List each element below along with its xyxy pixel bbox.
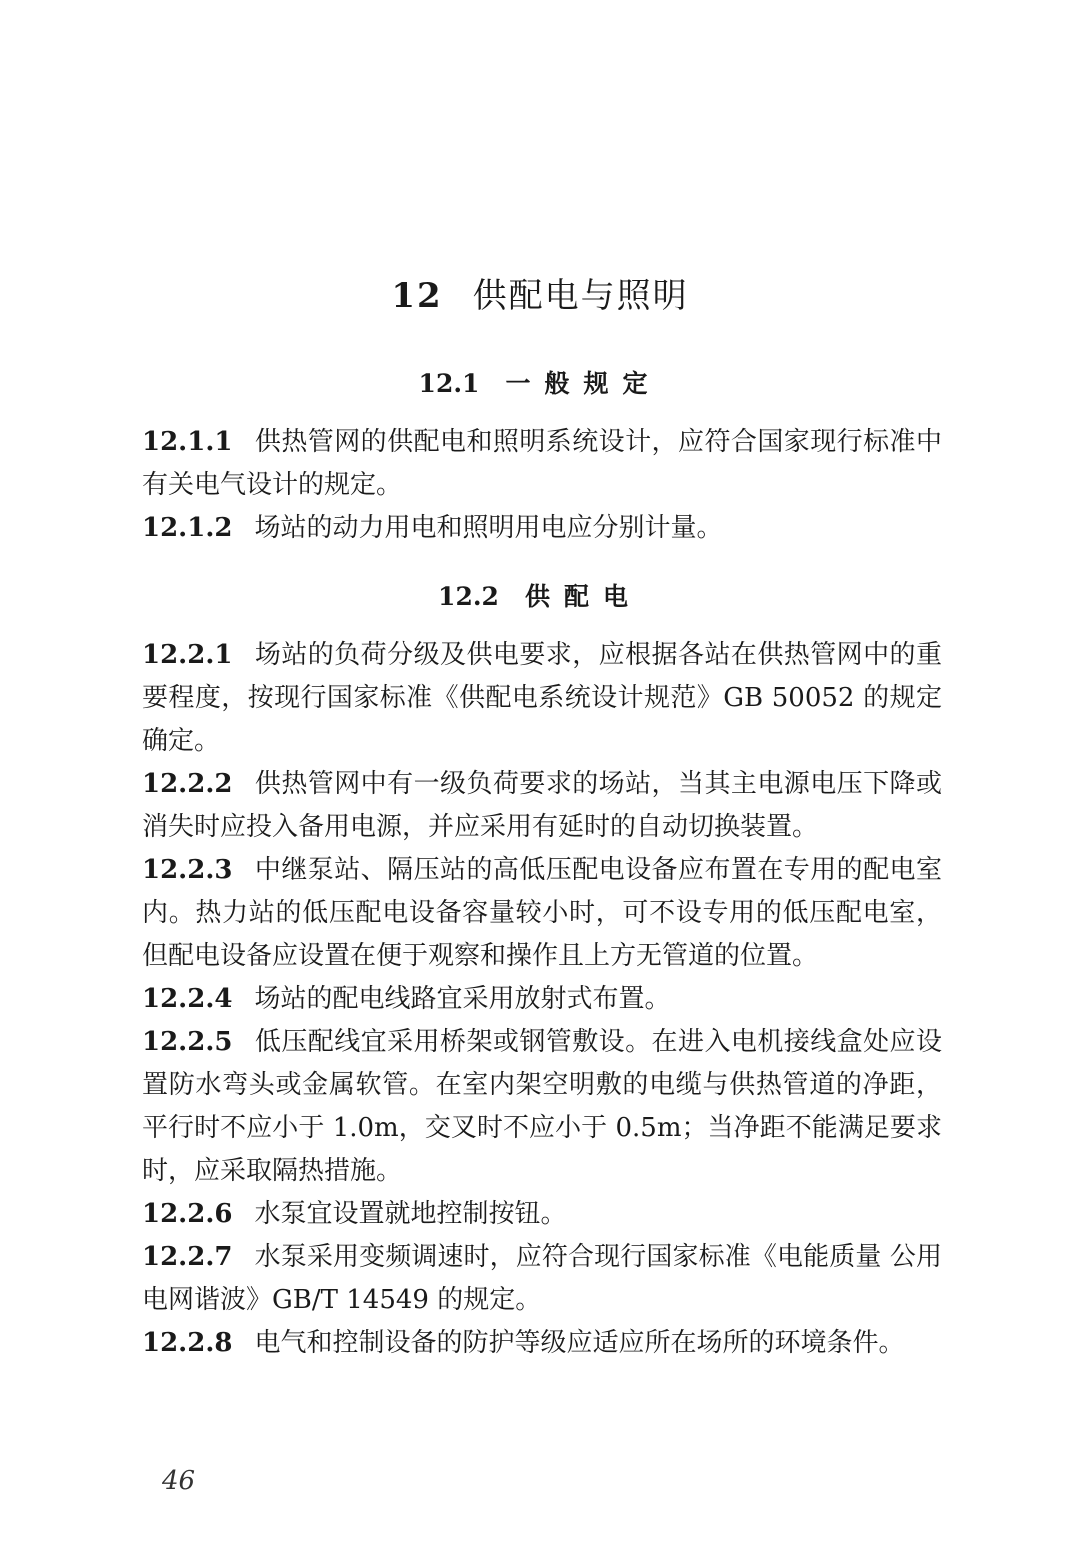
page-number: 46 — [162, 1466, 196, 1496]
clause-12-2-8 — [142, 1322, 942, 1365]
clause-12-1-2 — [142, 507, 942, 550]
clause-number: 12.2.5 — [142, 1027, 233, 1057]
section-12-1-body — [142, 421, 942, 550]
section-name: 供配电 — [524, 582, 642, 611]
clause-12-2-2 — [142, 763, 942, 849]
chapter-number: 12 — [391, 276, 443, 316]
clause-text: 供热管网中有一级负荷要求的场站，当其主电源电压下降或消失时应投入备用电源，并应采用有延时的自动切换装置。 — [142, 769, 942, 842]
chapter-title — [0, 268, 1080, 317]
clause-number: 12.2.7 — [142, 1242, 233, 1272]
clause-number: 12.1.2 — [142, 513, 233, 543]
clause-12-2-5 — [142, 1021, 942, 1193]
clause-number: 12.2.4 — [142, 984, 233, 1014]
clause-text: 水泵采用变频调速时，应符合现行国家标准《电能质量 公用电网谐波》GB/T 14549 的规定。 — [142, 1242, 942, 1315]
clause-number: 12.2.3 — [142, 855, 233, 885]
clause-text: 场站的动力用电和照明用电应分别计量。 — [254, 513, 723, 543]
clause-12-1-1 — [142, 421, 942, 507]
clause-text: 场站的负荷分级及供电要求，应根据各站在供热管网中的重要程度，按现行国家标准《供配电系统设计规范》GB 50052 的规定确定。 — [142, 640, 942, 756]
clause-12-2-6 — [142, 1193, 942, 1236]
section-12-2-body — [142, 634, 942, 1365]
clause-12-2-1 — [142, 634, 942, 763]
clause-number: 12.2.6 — [142, 1199, 233, 1229]
section-title-12-2 — [0, 577, 1080, 613]
clause-text: 电气和控制设备的防护等级应适应所在场所的环境条件。 — [254, 1328, 905, 1358]
clause-text: 中继泵站、隔压站的高低压配电设备应布置在专用的配电室内。热力站的低压配电设备容量较小时，可不设专用的低压配电室，但配电设备应设置在便于观察和操作且上方无管道的位置。 — [142, 855, 942, 971]
chapter-name: 供配电与照明 — [472, 276, 689, 316]
clause-number: 12.1.1 — [142, 427, 233, 457]
clause-number: 12.2.8 — [142, 1328, 233, 1358]
clause-text: 场站的配电线路宜采用放射式布置。 — [254, 984, 671, 1014]
section-name: 一般规定 — [505, 369, 662, 398]
section-title-12-1 — [0, 364, 1080, 400]
clause-number: 12.2.1 — [142, 640, 233, 670]
clause-12-2-4 — [142, 978, 942, 1021]
section-number: 12.1 — [418, 369, 480, 398]
clause-12-2-3 — [142, 849, 942, 978]
clause-12-2-7 — [142, 1236, 942, 1322]
clause-number: 12.2.2 — [142, 769, 233, 799]
section-number: 12.2 — [438, 582, 499, 611]
clause-text: 低压配线宜采用桥架或钢管敷设。在进入电机接线盒处应设置防水弯头或金属软管。在室内架空明敷的电缆与供热管道的净距，平行时不应小于 1.0m，交叉时不应小于 0.5m；当净距不能满足要求时，应采取隔热措施。 — [142, 1027, 942, 1186]
clause-text: 水泵宜设置就地控制按钮。 — [254, 1199, 567, 1229]
clause-text: 供热管网的供配电和照明系统设计，应符合国家现行标准中有关电气设计的规定。 — [142, 427, 942, 500]
